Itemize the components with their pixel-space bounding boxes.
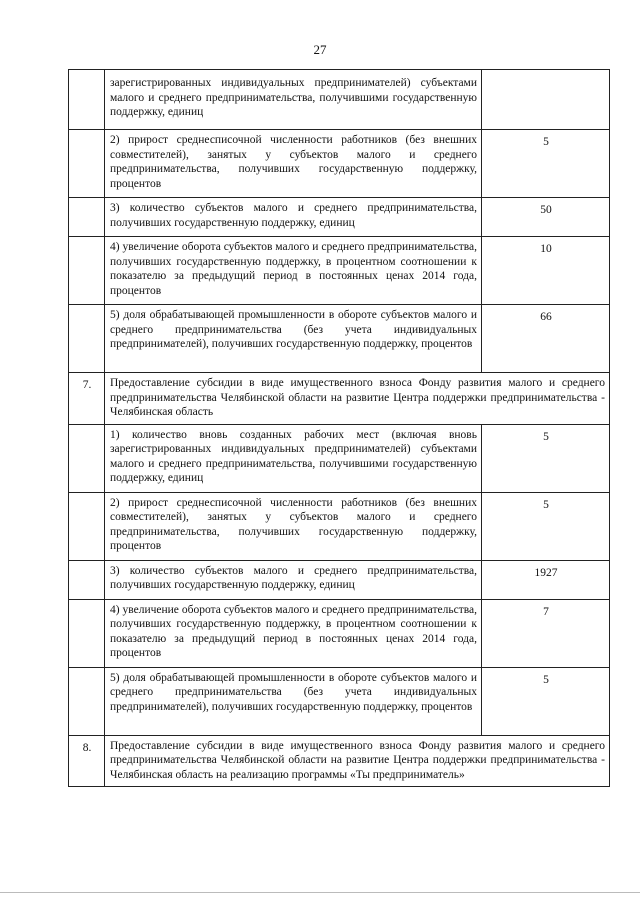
row-number-cell	[69, 667, 105, 735]
row-number-cell	[69, 560, 105, 599]
table-row	[69, 130, 610, 198]
indicator-text: 2) прирост среднесписочной численности работников (без внешних совместителей), занятых у субъектов малого и среднего предпринимательства, получивших государственную поддержку, процентов	[105, 130, 482, 198]
page-bottom-edge	[0, 892, 640, 893]
indicator-value	[482, 70, 610, 130]
row-number-cell	[69, 492, 105, 560]
indicator-text: 5) доля обрабатывающей промышленности в обороте субъектов малого и среднего предпринимательства (без учета индивидуальных предпринимателей), получивших государственную поддержку, процентов	[105, 667, 482, 735]
indicator-value: 5	[482, 130, 610, 198]
section-number: 7.	[69, 373, 105, 425]
page-number: 27	[313, 42, 327, 57]
section-row	[69, 373, 610, 425]
row-number-cell	[69, 198, 105, 237]
table-row	[69, 70, 610, 130]
section-title: Предоставление субсидии в виде имущественного взноса Фонду развития малого и среднего предпринимательства Челябинской области на развитие Центра поддержки предпринимательства - Челябинская область	[105, 373, 610, 425]
row-number-cell	[69, 599, 105, 667]
table-row	[69, 599, 610, 667]
indicator-value: 7	[482, 599, 610, 667]
indicator-value: 66	[482, 305, 610, 373]
table-row	[69, 305, 610, 373]
row-number-cell	[69, 237, 105, 305]
indicator-text: 3) количество субъектов малого и среднего предпринимательства, получивших государственную поддержку, единиц	[105, 198, 482, 237]
table-row	[69, 198, 610, 237]
indicator-text: 5) доля обрабатывающей промышленности в обороте субъектов малого и среднего предпринимательства (без учета индивидуальных предпринимателей), получивших государственную поддержку, процентов	[105, 305, 482, 373]
table-row	[69, 667, 610, 735]
indicator-value: 50	[482, 198, 610, 237]
row-number-cell	[69, 424, 105, 492]
indicator-text: зарегистрированных индивидуальных предпринимателей) субъектами малого и среднего предпринимательства, получившими государственную поддержку, единиц	[105, 70, 482, 130]
indicator-value: 1927	[482, 560, 610, 599]
row-number-cell	[69, 130, 105, 198]
row-number-cell	[69, 70, 105, 130]
indicator-text: 1) количество вновь созданных рабочих мест (включая вновь зарегистрированных индивидуальных предпринимателей) субъектами малого и среднего предпринимательства, получившими государственную поддержку, единиц	[105, 424, 482, 492]
indicators-table	[68, 69, 610, 787]
row-number-cell	[69, 305, 105, 373]
indicator-text: 4) увеличение оборота субъектов малого и среднего предпринимательства, получивших государственную поддержку, в процентном соотношении к показателю за предыдущий период в постоянных ценах 2014 года, процентов	[105, 237, 482, 305]
table-row	[69, 560, 610, 599]
section-row	[69, 735, 610, 787]
section-title: Предоставление субсидии в виде имущественного взноса Фонду развития малого и среднего предпринимательства Челябинской области на развитие Центра поддержки предпринимательства - Челябинская область на реализацию программы «Ты предприниматель»	[105, 735, 610, 787]
table-row	[69, 492, 610, 560]
table-row	[69, 237, 610, 305]
indicator-text: 4) увеличение оборота субъектов малого и среднего предпринимательства, получивших государственную поддержку, в процентном соотношении к показателю за предыдущий период в постоянных ценах 2014 года, процентов	[105, 599, 482, 667]
table-row	[69, 424, 610, 492]
section-number: 8.	[69, 735, 105, 787]
indicator-value: 5	[482, 492, 610, 560]
indicator-value: 10	[482, 237, 610, 305]
indicator-text: 2) прирост среднесписочной численности работников (без внешних совместителей), занятых у субъектов малого и среднего предпринимательства, получивших государственную поддержку, процентов	[105, 492, 482, 560]
indicator-value: 5	[482, 424, 610, 492]
indicator-value: 5	[482, 667, 610, 735]
indicator-text: 3) количество субъектов малого и среднего предпринимательства, получивших государственную поддержку, единиц	[105, 560, 482, 599]
